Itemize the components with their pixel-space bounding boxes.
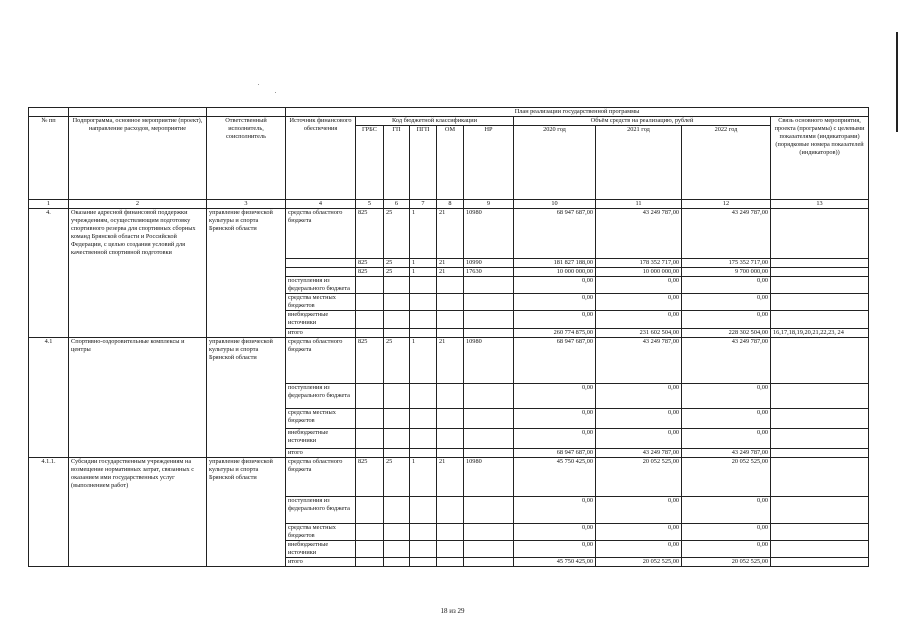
cell-om xyxy=(437,540,464,557)
cell-y2022: 20 052 525,00 xyxy=(682,557,771,566)
cell-y2020: 0,00 xyxy=(514,294,596,311)
cell-source: внебюджетные источники xyxy=(286,540,356,557)
cell-pgp xyxy=(410,408,437,428)
cell-source: поступления из федерального бюджета xyxy=(286,383,356,408)
cell-pgp xyxy=(410,448,437,457)
cell-y2020: 0,00 xyxy=(514,540,596,557)
cell-y2022: 0,00 xyxy=(682,496,771,523)
cell-y2022: 43 249 787,00 xyxy=(682,448,771,457)
cell-y2022: 0,00 xyxy=(682,311,771,328)
cell-gp xyxy=(384,294,410,311)
program-plan-table xyxy=(28,107,869,567)
plan-header: План реализации государственной программы xyxy=(286,108,869,117)
cell-gp: 25 xyxy=(384,209,410,259)
cell-grbs xyxy=(356,523,384,540)
scan-margin-line xyxy=(896,32,898,132)
cell-om xyxy=(437,523,464,540)
cell-pgp: 1 xyxy=(410,259,437,268)
cell-pgp xyxy=(410,428,437,448)
cell-source: внебюджетные источники xyxy=(286,428,356,448)
row-executor: управление физической культуры и спорта Брянской области xyxy=(207,337,286,457)
cell-y2020: 0,00 xyxy=(514,277,596,294)
cell-y2021: 20 052 525,00 xyxy=(596,457,682,496)
cell-om xyxy=(437,294,464,311)
cell-pgp: 1 xyxy=(410,268,437,277)
cell-grbs: 825 xyxy=(356,259,384,268)
col-executor-header: Ответственный исполнитель, соисполнитель xyxy=(207,117,286,200)
col-name-header: Подпрограмма, основное мероприятие (проект), направление расходов, мероприятие xyxy=(69,117,207,200)
col-number: 4 xyxy=(286,200,356,209)
cell-y2020: 68 947 687,00 xyxy=(514,337,596,383)
cell-source xyxy=(286,259,356,268)
cell-y2020: 0,00 xyxy=(514,428,596,448)
cell-nr: 10990 xyxy=(464,259,514,268)
cell-grbs xyxy=(356,408,384,428)
cell-om xyxy=(437,557,464,566)
cell-pgp: 1 xyxy=(410,337,437,383)
cell-source: итого xyxy=(286,557,356,566)
col-om-header: ОМ xyxy=(437,126,464,200)
cell-source: поступления из федерального бюджета xyxy=(286,496,356,523)
col-number: 10 xyxy=(514,200,596,209)
cell-gp xyxy=(384,540,410,557)
cell-source: итого xyxy=(286,448,356,457)
cell-y2022: 175 352 717,00 xyxy=(682,259,771,268)
row-number: 4.1 xyxy=(29,337,69,457)
cell-y2022: 0,00 xyxy=(682,408,771,428)
col-source-header: Источник финансового обеспечения xyxy=(286,117,356,200)
cell-gp xyxy=(384,557,410,566)
cell-y2022: 9 700 000,00 xyxy=(682,268,771,277)
col-link-header: Связь основного мероприятия, проекта (программы) с целевыми показателями (индикаторами) (порядковые номера показателей (индикаторов)) xyxy=(771,117,869,200)
cell-y2022: 0,00 xyxy=(682,294,771,311)
cell-link xyxy=(771,294,869,311)
cell-gp xyxy=(384,428,410,448)
row-number: 4.1.1. xyxy=(29,457,69,566)
cell-link xyxy=(771,408,869,428)
col-number: 8 xyxy=(437,200,464,209)
cell-nr xyxy=(464,557,514,566)
cell-nr xyxy=(464,448,514,457)
cell-y2021: 0,00 xyxy=(596,523,682,540)
row-name: Спортивно-оздоровительные комплексы и центры xyxy=(69,337,207,457)
cell-om xyxy=(437,311,464,328)
cell-source: средства областного бюджета xyxy=(286,457,356,496)
cell-y2021: 0,00 xyxy=(596,496,682,523)
cell-om: 21 xyxy=(437,457,464,496)
cell-grbs xyxy=(356,294,384,311)
cell-y2022: 20 052 525,00 xyxy=(682,457,771,496)
cell-source: средства областного бюджета xyxy=(286,337,356,383)
table-row xyxy=(29,337,869,383)
col-pgp-header: ПГП xyxy=(410,126,437,200)
cell-grbs xyxy=(356,540,384,557)
cell-source: средства областного бюджета xyxy=(286,209,356,259)
cell-grbs xyxy=(356,277,384,294)
cell-nr xyxy=(464,311,514,328)
cell-link xyxy=(771,337,869,383)
scan-speck xyxy=(258,84,259,85)
cell-grbs xyxy=(356,448,384,457)
cell-y2021: 0,00 xyxy=(596,383,682,408)
cell-grbs: 825 xyxy=(356,209,384,259)
cell-y2022: 228 302 504,00 xyxy=(682,328,771,337)
col-number: 1 xyxy=(29,200,69,209)
col-2022-header: 2022 год xyxy=(682,126,771,200)
cell-pgp xyxy=(410,277,437,294)
cell-link xyxy=(771,540,869,557)
cell-grbs xyxy=(356,383,384,408)
cell-nr xyxy=(464,294,514,311)
col-grbs-header: ГРБС xyxy=(356,126,384,200)
header-spacer xyxy=(69,108,207,117)
cell-grbs: 825 xyxy=(356,268,384,277)
cell-y2021: 43 249 787,00 xyxy=(596,448,682,457)
row-name: Субсидии государственным учреждениям на возмещение нормативных затрат, связанных с оказанием ими государственных услуг (выполнением работ) xyxy=(69,457,207,566)
cell-y2021: 178 352 717,00 xyxy=(596,259,682,268)
cell-nr: 17630 xyxy=(464,268,514,277)
cell-nr xyxy=(464,523,514,540)
cell-y2021: 10 000 000,00 xyxy=(596,268,682,277)
cell-grbs xyxy=(356,311,384,328)
cell-y2021: 20 052 525,00 xyxy=(596,557,682,566)
cell-y2021: 231 602 504,00 xyxy=(596,328,682,337)
cell-y2020: 10 000 000,00 xyxy=(514,268,596,277)
col-num-header: № пп xyxy=(29,117,69,200)
cell-om: 21 xyxy=(437,209,464,259)
cell-om xyxy=(437,328,464,337)
cell-source xyxy=(286,268,356,277)
cell-y2022: 0,00 xyxy=(682,540,771,557)
cell-om xyxy=(437,448,464,457)
cell-nr xyxy=(464,540,514,557)
volume-header: Объём средств на реализацию, рублей xyxy=(514,117,771,126)
cell-y2021: 0,00 xyxy=(596,277,682,294)
cell-y2020: 45 750 425,00 xyxy=(514,557,596,566)
cell-nr: 10980 xyxy=(464,209,514,259)
col-2020-header: 2020 год xyxy=(514,126,596,200)
col-gp-header: ГП xyxy=(384,126,410,200)
row-name: Оказание адресной финансовой поддержки учреждениям, осуществляющим подготовку спортивного резерва для спортивных сборных команд Брянской области и Российской Федерации, с целью создания условий для качественной спортивной подготовки xyxy=(69,209,207,337)
cell-link xyxy=(771,448,869,457)
cell-source: средства местных бюджетов xyxy=(286,523,356,540)
cell-y2021: 0,00 xyxy=(596,540,682,557)
cell-y2022: 43 249 787,00 xyxy=(682,209,771,259)
col-number: 6 xyxy=(384,200,410,209)
cell-pgp xyxy=(410,311,437,328)
cell-nr: 10980 xyxy=(464,337,514,383)
row-number: 4. xyxy=(29,209,69,337)
cell-om xyxy=(437,408,464,428)
cell-y2022: 0,00 xyxy=(682,523,771,540)
cell-source: внебюджетные источники xyxy=(286,311,356,328)
cell-source: поступления из федерального бюджета xyxy=(286,277,356,294)
col-number: 5 xyxy=(356,200,384,209)
cell-gp xyxy=(384,311,410,328)
col-number: 9 xyxy=(464,200,514,209)
cell-y2020: 68 947 687,00 xyxy=(514,448,596,457)
cell-link xyxy=(771,523,869,540)
cell-y2021: 0,00 xyxy=(596,294,682,311)
cell-y2022: 0,00 xyxy=(682,383,771,408)
cell-gp xyxy=(384,523,410,540)
cell-pgp xyxy=(410,294,437,311)
cell-y2021: 0,00 xyxy=(596,408,682,428)
cell-gp: 25 xyxy=(384,259,410,268)
cell-pgp xyxy=(410,383,437,408)
cell-nr xyxy=(464,328,514,337)
cell-y2020: 45 750 425,00 xyxy=(514,457,596,496)
cell-gp: 25 xyxy=(384,457,410,496)
cell-pgp xyxy=(410,523,437,540)
col-number: 2 xyxy=(69,200,207,209)
cell-grbs xyxy=(356,557,384,566)
scan-speck xyxy=(275,92,276,93)
cell-nr xyxy=(464,383,514,408)
budget-code-header: Код бюджетной классификации xyxy=(356,117,514,126)
col-number: 12 xyxy=(682,200,771,209)
cell-link xyxy=(771,428,869,448)
col-nr-header: НР xyxy=(464,126,514,200)
cell-pgp xyxy=(410,496,437,523)
cell-gp xyxy=(384,328,410,337)
cell-om: 21 xyxy=(437,268,464,277)
cell-grbs xyxy=(356,328,384,337)
cell-y2020: 0,00 xyxy=(514,311,596,328)
row-executor: управление физической культуры и спорта Брянской области xyxy=(207,209,286,337)
cell-source: средства местных бюджетов xyxy=(286,408,356,428)
plan-table-body xyxy=(29,209,869,567)
cell-y2021: 0,00 xyxy=(596,428,682,448)
cell-gp: 25 xyxy=(384,268,410,277)
cell-y2020: 0,00 xyxy=(514,523,596,540)
cell-gp xyxy=(384,277,410,294)
cell-pgp: 1 xyxy=(410,457,437,496)
cell-link xyxy=(771,457,869,496)
cell-om xyxy=(437,496,464,523)
cell-y2020: 260 774 875,00 xyxy=(514,328,596,337)
col-2021-header: 2021 год xyxy=(596,126,682,200)
cell-y2020: 181 827 188,00 xyxy=(514,259,596,268)
cell-link: 16,17,18,19,20,21,22,23, 24 xyxy=(771,328,869,337)
cell-grbs xyxy=(356,496,384,523)
cell-link xyxy=(771,557,869,566)
cell-y2021: 43 249 787,00 xyxy=(596,209,682,259)
cell-gp xyxy=(384,448,410,457)
col-number: 11 xyxy=(596,200,682,209)
cell-gp xyxy=(384,408,410,428)
cell-source: средства местных бюджетов xyxy=(286,294,356,311)
cell-gp xyxy=(384,383,410,408)
cell-y2021: 0,00 xyxy=(596,311,682,328)
cell-link xyxy=(771,277,869,294)
cell-y2020: 0,00 xyxy=(514,383,596,408)
cell-pgp xyxy=(410,328,437,337)
cell-om: 21 xyxy=(437,259,464,268)
cell-om xyxy=(437,277,464,294)
cell-nr xyxy=(464,496,514,523)
col-number: 13 xyxy=(771,200,869,209)
cell-y2022: 43 249 787,00 xyxy=(682,337,771,383)
cell-pgp xyxy=(410,557,437,566)
cell-nr xyxy=(464,277,514,294)
cell-gp xyxy=(384,496,410,523)
cell-om xyxy=(437,383,464,408)
cell-link xyxy=(771,209,869,259)
cell-source: итого xyxy=(286,328,356,337)
cell-y2020: 68 947 687,00 xyxy=(514,209,596,259)
cell-y2021: 43 249 787,00 xyxy=(596,337,682,383)
cell-nr: 10980 xyxy=(464,457,514,496)
col-number: 7 xyxy=(410,200,437,209)
cell-pgp xyxy=(410,540,437,557)
cell-link xyxy=(771,268,869,277)
cell-om: 21 xyxy=(437,337,464,383)
header-spacer xyxy=(29,108,69,117)
row-executor: управление физической культуры и спорта Брянской области xyxy=(207,457,286,566)
cell-grbs: 825 xyxy=(356,337,384,383)
cell-pgp: 1 xyxy=(410,209,437,259)
header-spacer xyxy=(207,108,286,117)
cell-gp: 25 xyxy=(384,337,410,383)
cell-y2022: 0,00 xyxy=(682,277,771,294)
cell-link xyxy=(771,383,869,408)
page-number: 18 из 29 xyxy=(440,607,465,615)
table-row xyxy=(29,209,869,259)
table-row xyxy=(29,457,869,496)
cell-link xyxy=(771,496,869,523)
cell-link xyxy=(771,311,869,328)
cell-y2020: 0,00 xyxy=(514,408,596,428)
cell-y2020: 0,00 xyxy=(514,496,596,523)
cell-grbs: 825 xyxy=(356,457,384,496)
cell-om xyxy=(437,428,464,448)
cell-grbs xyxy=(356,428,384,448)
cell-y2022: 0,00 xyxy=(682,428,771,448)
column-number-row xyxy=(29,200,869,209)
col-number: 3 xyxy=(207,200,286,209)
cell-link xyxy=(771,259,869,268)
cell-nr xyxy=(464,408,514,428)
cell-nr xyxy=(464,428,514,448)
